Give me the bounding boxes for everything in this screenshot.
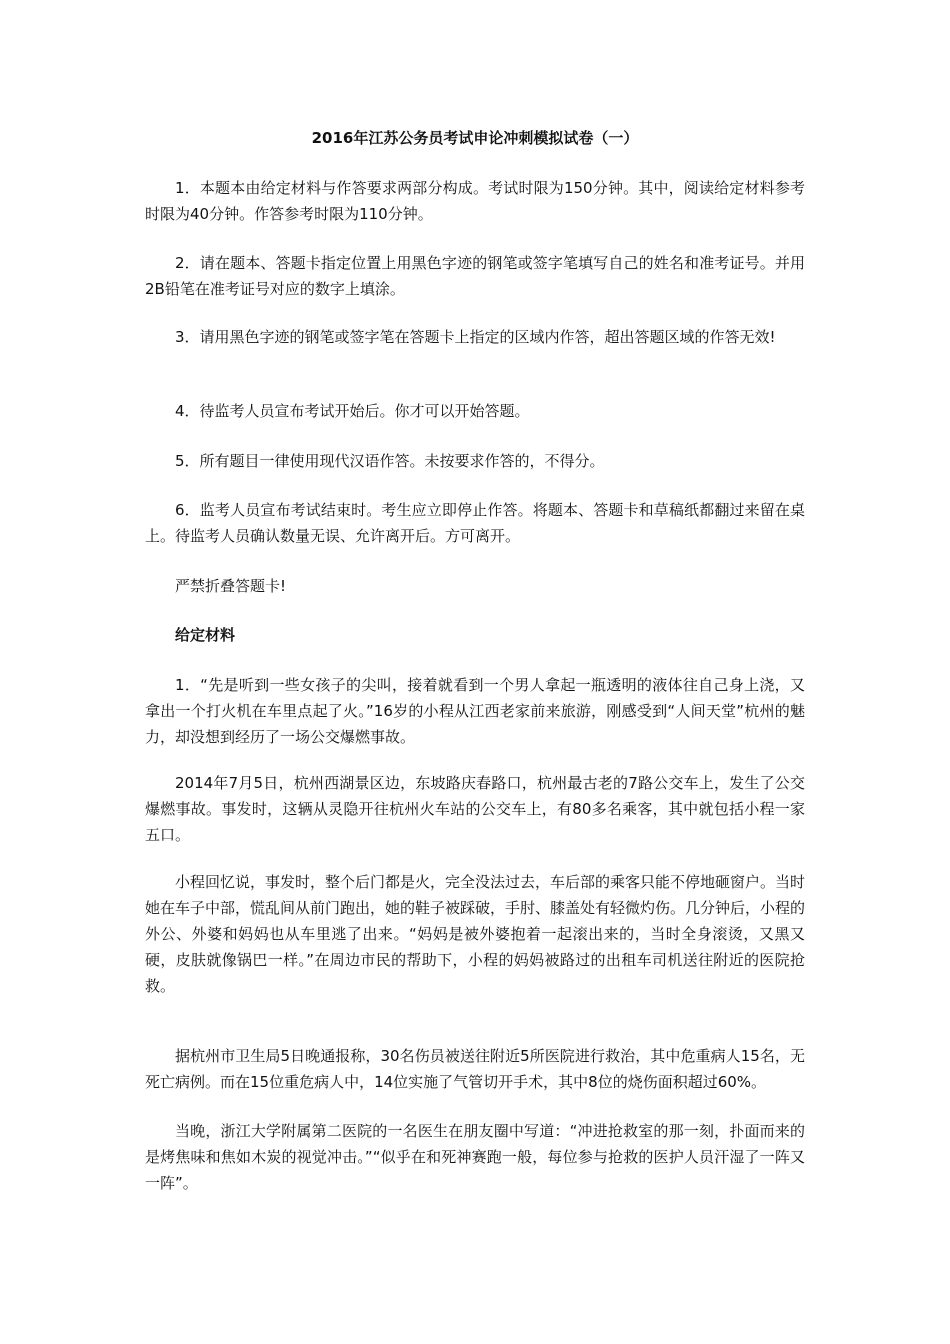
instruction-1: 1．本题本由给定材料与作答要求两部分构成。考试时限为150分钟。其中，阅读给定材料参考时限为40分钟。作答参考时限为110分钟。 bbox=[145, 179, 805, 223]
instruction-6: 6．监考人员宣布考试结束时。考生应立即停止作答。将题本、答题卡和草稿纸都翻过来留在桌上。待监考人员确认数量无误、允许离开后。方可离开。 bbox=[145, 501, 805, 545]
instruction-3: 3．请用黑色字迹的钢笔或签字笔在答题卡上指定的区域内作答，超出答题区域的作答无效! bbox=[175, 328, 776, 346]
material-paragraph-1: 1．“先是听到一些女孩子的尖叫，接着就看到一个男人拿起一瓶透明的液体往自己身上浇，又拿出一个打火机在车里点起了火。”16岁的小程从江西老家前来旅游，刚感受到“人间天堂”杭州的魅力，却没想到经历了一场公交爆燃事故。 bbox=[145, 676, 805, 746]
material-paragraph-2: 2014年7月5日，杭州西湖景区边，东坡路庆春路口，杭州最古老的7路公交车上，发生了公交爆燃事故。事发时，这辆从灵隐开往杭州火车站的公交车上，有80多名乘客，其中就包括小程一家五口。 bbox=[145, 774, 805, 844]
instruction-5: 5．所有题目一律使用现代汉语作答。未按要求作答的，不得分。 bbox=[175, 452, 605, 470]
section-heading: 给定材料 bbox=[175, 626, 236, 644]
instruction-2: 2．请在题本、答题卡指定位置上用黑色字迹的钢笔或签字笔填写自己的姓名和准考证号。并用2B铅笔在准考证号对应的数字上填涂。 bbox=[145, 254, 805, 298]
material-paragraph-3: 小程回忆说，事发时，整个后门都是火，完全没法过去，车后部的乘客只能不停地砸窗户。当时她在车子中部，慌乱间从前门跑出，她的鞋子被踩破，手肘、膝盖处有轻微灼伤。几分钟后，小程的外公、外婆和妈妈也从车里逃了出来。“妈妈是被外婆抱着一起滚出来的，当时全身滚烫，又黑又硬，皮肤就像锅巴一样。”在周边市民的帮助下，小程的妈妈被路过的出租车司机送往附近的医院抢救。 bbox=[145, 873, 806, 995]
material-paragraph-5: 当晚，浙江大学附属第二医院的一名医生在朋友圈中写道：“冲进抢救室的那一刻，扑面而来的是烤焦味和焦如木炭的视觉冲击。”“似乎在和死神赛跑一般，每位参与抢救的医护人员汗湿了一阵又一阵”。 bbox=[145, 1122, 805, 1192]
instruction-4: 4．待监考人员宣布考试开始后。你才可以开始答题。 bbox=[175, 402, 530, 420]
warning-text: 严禁折叠答题卡! bbox=[175, 577, 287, 595]
document-title: 2016年江苏公务员考试申论冲刺模拟试卷（一） bbox=[311, 129, 639, 147]
material-paragraph-4: 据杭州市卫生局5日晚通报称，30名伤员被送往附近5所医院进行救治，其中危重病人15名，无死亡病例。而在15位重危病人中，14位实施了气管切开手术，其中8位的烧伤面积超过60%。 bbox=[145, 1047, 805, 1091]
